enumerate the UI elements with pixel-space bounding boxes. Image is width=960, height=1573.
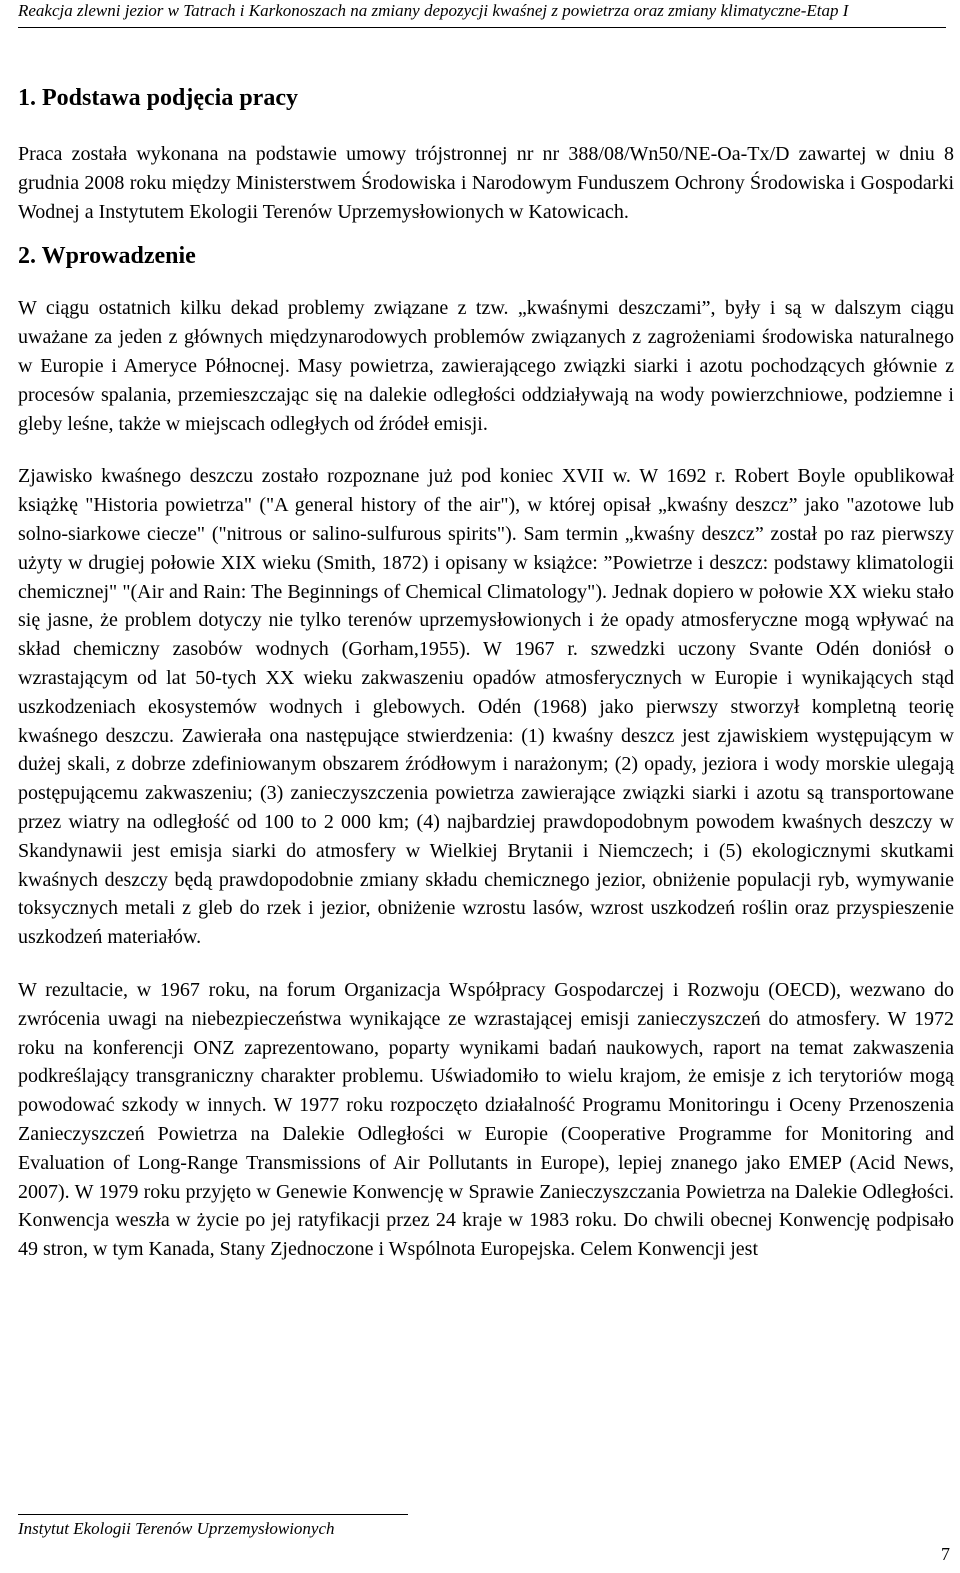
footer-institution: Instytut Ekologii Terenów Uprzemysłowionych <box>18 1519 335 1538</box>
page-number: 7 <box>941 1544 950 1564</box>
section-1-paragraph: Praca została wykonana na podstawie umowy trójstronnej nr nr 388/08/Wn50/NE-Oa-Tx/D zawartej w dniu 8 grudnia 2008 roku między Ministerstwem Środowiska i Narodowym Funduszem Ochrony Środowiska i Gospodarki Wodnej a Instytutem Ekologii Terenów Uprzemysłowionych w Katowicach. <box>18 143 954 223</box>
header-divider <box>18 27 946 28</box>
section-heading-1: 1. Podstawa podjęcia pracy <box>18 85 298 111</box>
document-body <box>18 80 954 1264</box>
section-2-paragraph-1: W ciągu ostatnich kilku dekad problemy związane z tzw. „kwaśnymi deszczami”, były i są w dalszym ciągu uważane za jeden z głównych międzynarodowych problemów związanych z zagrożeniami środowiska naturalnego w Europie i Ameryce Północnej. Masy powietrza, zawierającego związki siarki i azotu pochodzących głównie z procesów spalania, przemieszczając się na dalekie odległości oddziaływają na wody powierzchniowe, podziemne i gleby leśne, także w miejscach odległych od źródeł emisji. <box>18 297 954 435</box>
running-header: Reakcja zlewni jezior w Tatrach i Karkonoszach na zmiany depozycji kwaśnej z powietrza oraz zmiany klimatyczne-Etap I <box>18 1 849 20</box>
section-2-paragraph-3: W rezultacie, w 1967 roku, na forum Organizacja Współpracy Gospodarczej i Rozwoju (OECD), wezwano do zwrócenia uwagi na niebezpieczeństwa wynikające ze wzrastającej emisji zanieczyszczeń do atmosfery. W 1972 roku na konferencji ONZ zaprezentowano, poparty wynikami badań naukowych, raport na temat zakwaszenia podkreślający transgraniczny charakter problemu. Uświadomiło to wielu krajom, że emisje z ich terytoriów mogą powodować szkody w innych. W 1977 roku rozpoczęto działalność Programu Monitoringu i Oceny Przenoszenia Zanieczyszczeń Powietrza na Dalekie Odległości w Europie (Cooperative Programme for Monitoring and Evaluation of Long-Range Transmissions of Air Pollutants in Europe), lepiej znanego jako EMEP (Acid News, 2007). W 1979 roku przyjęto w Genewie Konwencję w Sprawie Zanieczyszczania Powietrza na Dalekie Odległości. Konwencja weszła w życie po jej ratyfikacji przez 24 kraje w 1983 roku. Do chwili obecnej Konwencję podpisało 49 stron, w tym Kanada, Stany Zjednoczone i Wspólnota Europejska. Celem Konwencji jest <box>18 978 954 1261</box>
footer-divider <box>18 1514 408 1515</box>
section-2-paragraph-2: Zjawisko kwaśnego deszczu zostało rozpoznane już pod koniec XVII w. W 1692 r. Robert Boyle opublikował książkę "Historia powietrza" ("A general history of the air"), w której opisał „kwaśny deszcz” jako "azotowe lub solno-siarkowe ciecze" ("nitrous or salino-sulfurous spirits"). Sam termin „kwaśny deszcz” został po raz pierwszy użyty w drugiej połowie XIX wieku (Smith, 1872) i opisany w książce: ”Powietrze i deszcz: podstawy klimatologii chemicznej" "(Air and Rain: The Beginnings of Chemical Climatology"). Jednak dopiero w połowie XX wieku stało się jasne, że problem dotyczy nie tylko terenów uprzemysłowionych i że opady atmosferyczne mogą wpływać na skład chemiczny zasobów wodnych (Gorham,1955). W 1967 r. szwedzki uczony Svante Odén doniósł o wzrastającym od lat 50-tych XX wieku zakwaszeniu opadów atmosferycznych w Europie i wynikających stąd uszkodzeniach ekosystemów wodnych i glebowych. Odén (1968) jako pierwszy stworzył kompletną teorię kwaśnego deszczu. Zawierała ona następujące stwierdzenia: (1) kwaśny deszcz jest zjawiskiem występującym w dużej skali, z dobrze zdefiniowanym obszarem źródłowym i narażonym; (2) opady, jeziora i wody morskie ulegają postępującemu zakwaszeniu; (3) zanieczyszczenia powietrza zawierające związki siarki i azotu są transportowane przez wiatry na odległość od 100 to 2 000 km; (4) najbardziej prawdopodobnym powodem kwaśnych deszczy w Skandynawii jest emisja siarki do atmosfery w Wielkiej Brytanii i Niemczech; i (5) ekologicznymi skutkami kwaśnych deszczy będą prawdopodobnie zmiany składu chemicznego jezior, obniżenie populacji ryb, wymywanie toksycznych metali z gleb do rzek i jezior, obniżenie wzrostu lasów, wzrost uszkodzeń roślin oraz przyspieszenie uszkodzeń materiałów. <box>18 465 954 949</box>
section-heading-2: 2. Wprowadzenie <box>18 243 196 270</box>
